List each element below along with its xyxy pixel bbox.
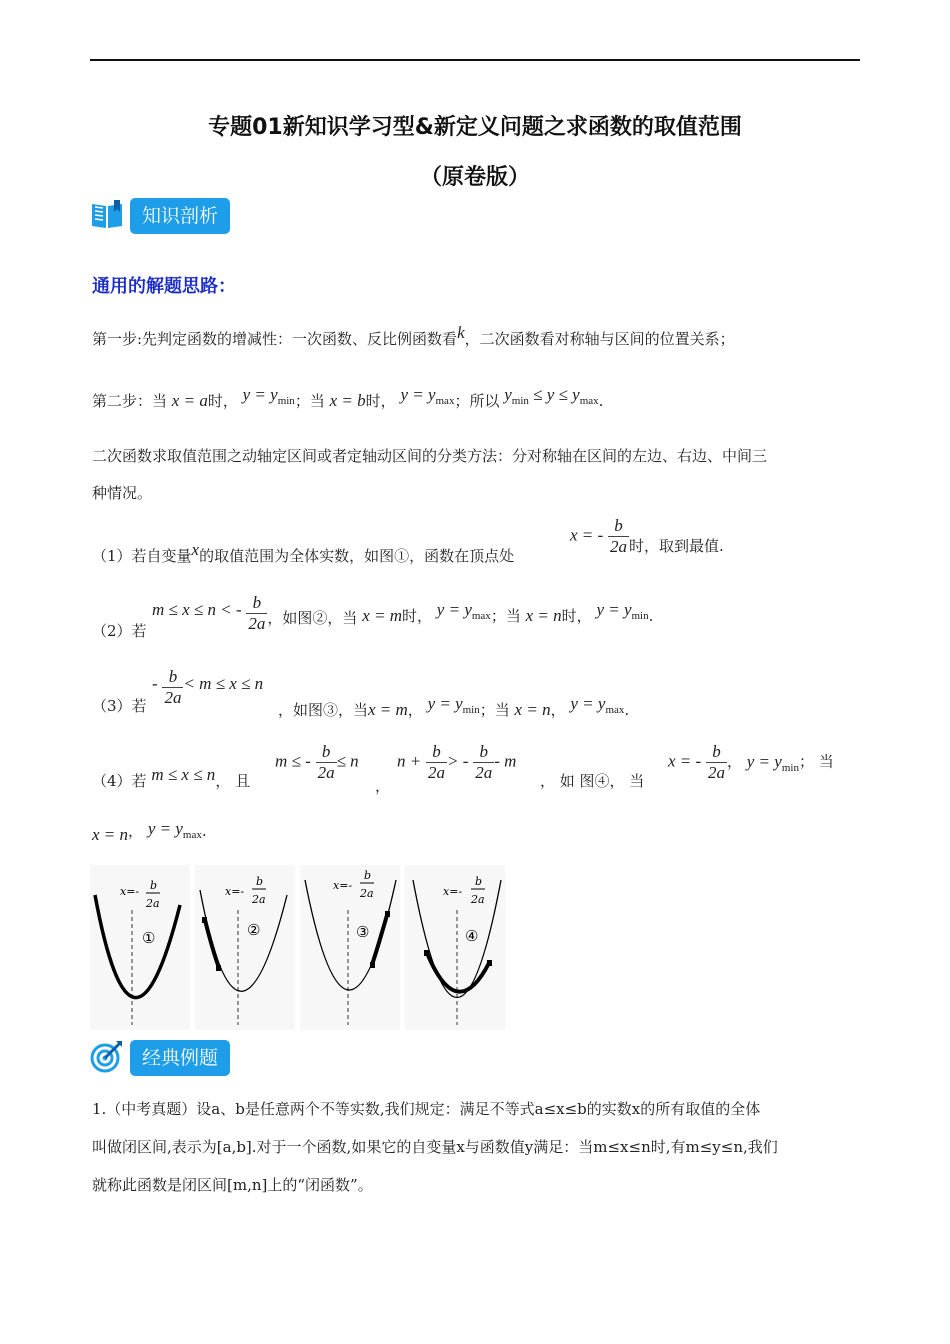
var-k: k <box>457 323 465 342</box>
case4-cond3: n + $\frac{b}{2a}$ > - $\frac{b}{2a}$ - m <box>397 742 517 782</box>
examples-badge-label: 经典例题 <box>130 1040 230 1076</box>
step2-t3: 时， <box>365 392 396 410</box>
svg-text:2a: 2a <box>471 893 485 906</box>
graph4-number: ④ <box>465 927 479 945</box>
svg-text:x=-: x=- <box>225 885 245 898</box>
eq-y-max: $y = y_{max}$ <box>400 385 455 407</box>
step1-line <box>92 323 735 350</box>
classify-line-1: 二次函数求取值范围之动轴定区间或者定轴动区间的分类方法：分对称轴在区间的左边、右边、中间三 <box>92 447 768 465</box>
book-icon <box>90 198 124 234</box>
range-inequality: $y_{min} \le y \le y_{max}$ <box>504 385 599 407</box>
knowledge-badge-label: 知识剖析 <box>130 198 230 234</box>
svg-text:2a: 2a <box>146 897 160 910</box>
graph3-number: ③ <box>356 923 370 941</box>
step2-label: 第二步：当 <box>92 392 168 410</box>
fraction-b-2a: $\frac{b}{2a}$ <box>609 516 627 556</box>
eq-y-min: $y = y_{min}$ <box>242 385 295 407</box>
example1-line-1: 1.（中考真题）设a、b是任意两个不等实数,我们规定：满足不等式a≤x≤b的实数x的所有取值的全体 <box>92 1100 761 1118</box>
svg-text:b: b <box>256 875 264 888</box>
page-subtitle: （原卷版） <box>419 165 530 190</box>
case1-line: （1）若自变量x的取值范围为全体实数，如图①，函数在顶点处 <box>92 540 515 565</box>
svg-text:b: b <box>364 869 372 882</box>
step1-text: 第一步:先判定函数的增减性：一次函数、反比例函数看 <box>92 330 458 348</box>
target-icon <box>90 1039 124 1077</box>
examples-badge <box>90 1040 230 1076</box>
case4-comma: ， <box>375 777 391 795</box>
section-heading: 通用的解题思路： <box>92 276 236 297</box>
case4-line2: x = n， $y = y_{max}$. <box>92 819 207 844</box>
parabola-graph-2 <box>195 865 295 1030</box>
parabola-graph-4 <box>405 865 505 1030</box>
case4-line: （4）若 m ≤ x ≤ n， 且 <box>92 765 251 790</box>
parabola-figures <box>90 865 510 1030</box>
example1-line-2: 叫做闭区间,表示为[a,b].对于一个函数,如果它的自变量x与函数值y满足：当m≤x≤n时,有m≤y≤n,我们 <box>92 1138 778 1156</box>
graph1-number: ① <box>142 929 156 947</box>
example1-line-3: 就称此函数是闭区间[m,n]上的“闭函数”。 <box>92 1176 373 1194</box>
step2-t4: ；所以 <box>454 392 500 410</box>
svg-text:x=-: x=- <box>333 879 353 892</box>
graph1-axis-label: x=- <box>120 885 140 898</box>
page-title: 专题01新知识学习型&新定义问题之求函数的取值范围 <box>208 115 742 140</box>
case4-t2: ， 如 图④， 当 <box>540 772 645 790</box>
eq-x-a: x = a <box>171 391 208 410</box>
case4-axis: x = - $\frac{b}{2a}$ ， $y = y_{min}$； 当 <box>668 742 834 782</box>
eq-x-b: x = b <box>329 391 366 410</box>
case1-axis-formula: x = - $\frac{b}{2a}$ 时，取到最值. <box>570 516 724 556</box>
case3-pre: （3）若 <box>92 697 147 715</box>
step2-line: 第二步：当 x = a时， $y = y_{min}$；当 x = b时， $y = y_{max}$；所以 $y_{min} \le y \le y_{max}$. <box>92 385 604 410</box>
step2-t2: ；当 <box>294 392 325 410</box>
svg-text:x=-: x=- <box>443 885 463 898</box>
case2-condition: m ≤ x ≤ n < - <box>152 600 242 619</box>
svg-text:2a: 2a <box>252 893 266 906</box>
svg-text:b: b <box>475 875 483 888</box>
case2-line: m ≤ x ≤ n < - $\frac{b}{2a}$ ，如图②，当 x = m时， $y = y_{max}$；当 x = n时， $y = y_{min}$. <box>152 593 654 633</box>
parabola-graph-3 <box>300 865 400 1030</box>
svg-text:b: b <box>150 879 158 892</box>
graph2-number: ② <box>247 921 261 939</box>
step1-text-end: ，二次函数看对称轴与区间的位置关系； <box>464 330 735 348</box>
top-rule <box>90 59 860 61</box>
case3-condition: < m ≤ x ≤ n <box>183 674 264 693</box>
case2-pre: （2）若 <box>92 622 147 640</box>
step2-t1: 时， <box>207 392 238 410</box>
knowledge-badge <box>90 198 230 234</box>
svg-text:2a: 2a <box>360 887 374 900</box>
parabola-graph-1 <box>90 865 190 1030</box>
case4-cond2: m ≤ - $\frac{b}{2a}$ ≤ n <box>275 742 359 782</box>
case3-line: - $\frac{b}{2a}$ < m ≤ x ≤ n ，如图③，当x = m， $y = y_{min}$；当 x = n， $y = y_{max}$. <box>152 667 630 719</box>
classify-line-2: 种情况。 <box>92 484 153 502</box>
